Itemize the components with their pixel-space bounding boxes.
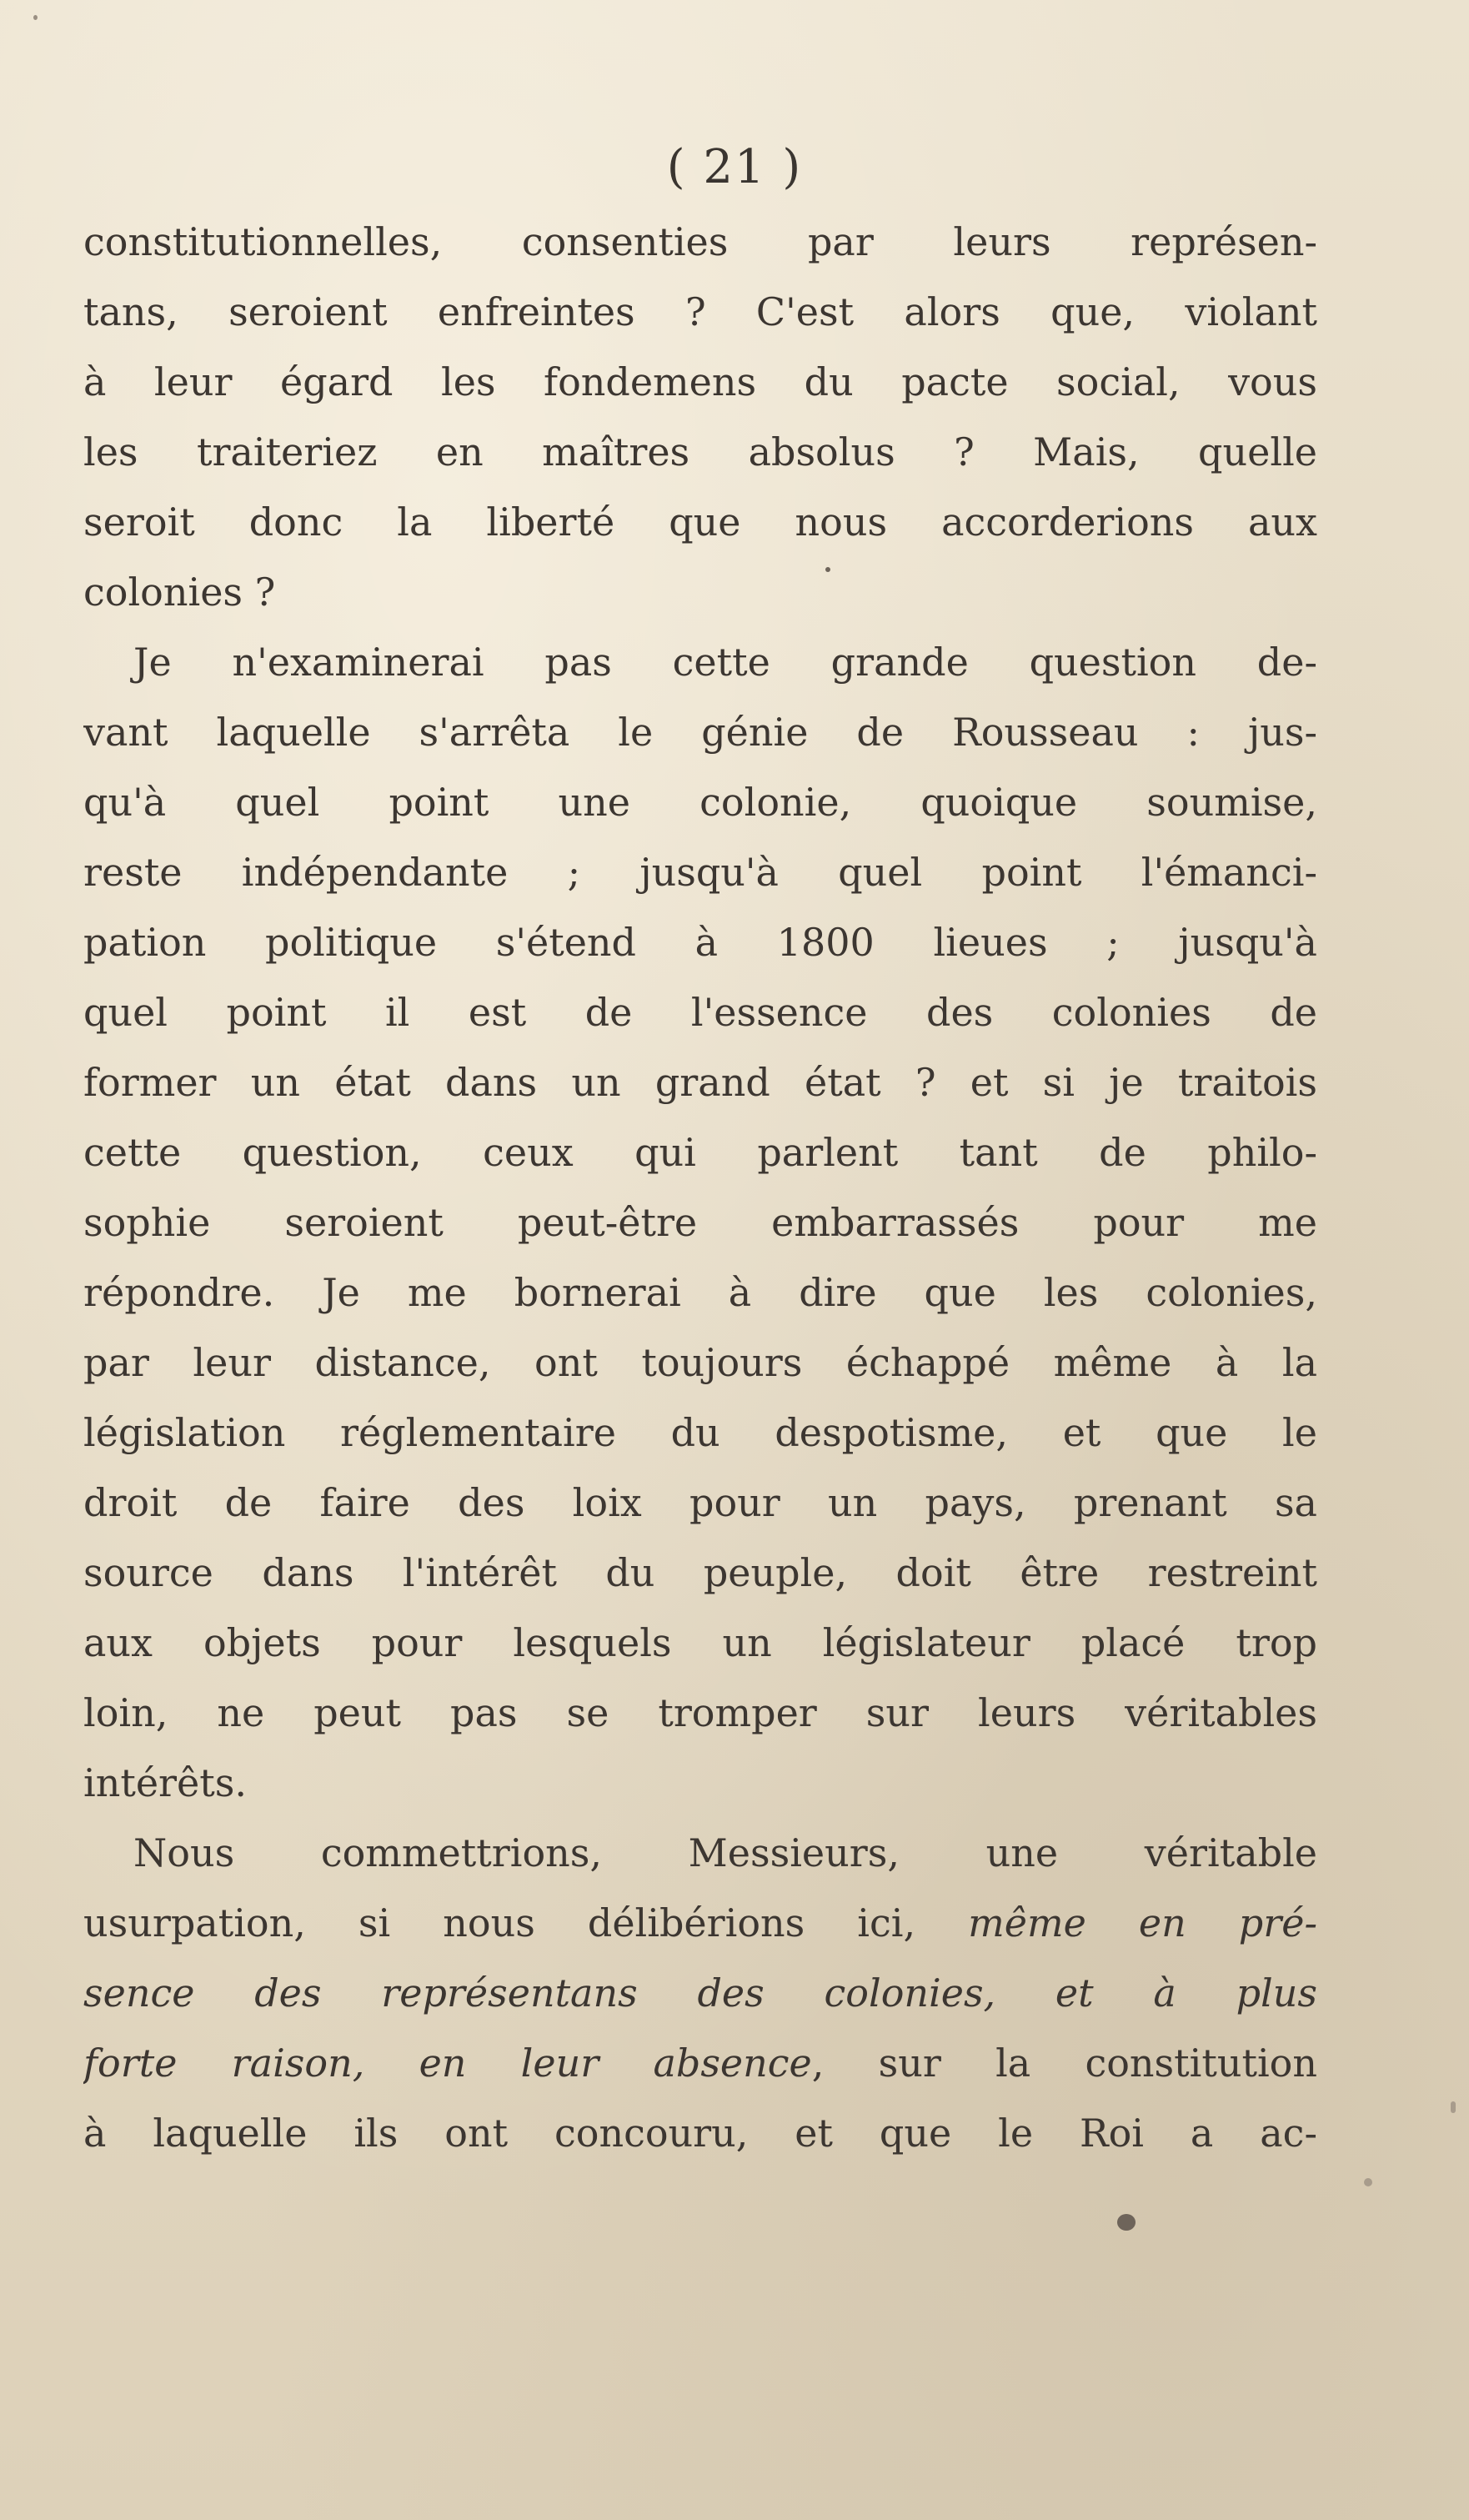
text-line: droit de faire des loix pour un pays, prenant sa: [83, 1480, 1317, 1525]
paper-speck: [825, 567, 830, 572]
text-line: [83, 1888, 1317, 1958]
text-line: aux objets pour lesquels un législateur placé trop: [83, 1620, 1317, 1665]
text-line: vant laquelle s'arrêta le génie de Rousseau : jus-: [83, 710, 1317, 755]
text-line: constitutionnelles, consenties par leurs représen-: [83, 219, 1317, 264]
paragraph-2: [83, 627, 1317, 1818]
text-line: à laquelle ils ont concouru, et que le Roi a ac-: [83, 2111, 1317, 2156]
text-line: sophie seroient peut-être embarrassés pour me: [83, 1200, 1317, 1245]
text-line: tans, seroient enfreintes ? C'est alors que, violant: [83, 289, 1317, 334]
text-line: quel point il est de l'essence des colonies de: [83, 990, 1317, 1035]
text-line: législation réglementaire du despotisme, et que le: [83, 1410, 1317, 1455]
text-line: pation politique s'étend à 1800 lieues ; jusqu'à: [83, 920, 1317, 965]
paragraph-1: [83, 207, 1317, 627]
text-line: cette question, ceux qui parlent tant de philo-: [83, 1130, 1317, 1175]
text-line: les traiteriez en maîtres absolus ? Mais, quelle: [83, 429, 1317, 474]
text-line: former un état dans un grand état ? et si je traitois: [83, 1060, 1317, 1105]
text-line: qu'à quel point une colonie, quoique soumise,: [83, 780, 1317, 825]
text-segment: , sur la constitution: [811, 2041, 1317, 2086]
body-text: [83, 207, 1317, 2168]
paper-speck: [33, 15, 38, 20]
text-line: par leur distance, ont toujours échappé même à la: [83, 1340, 1317, 1385]
text-segment: usurpation, si nous délibérions ici,: [83, 1900, 969, 1945]
text-line: [83, 2028, 1317, 2098]
text-line: intérêts.: [83, 1760, 247, 1805]
italic-text: forte raison, en leur absence: [83, 2041, 812, 2086]
italic-text: même en pré-: [968, 1900, 1317, 1945]
text-line: source dans l'intérêt du peuple, doit être restreint: [83, 1550, 1317, 1595]
paper-speck: [1117, 2214, 1136, 2231]
paper-speck: [1364, 2178, 1372, 2186]
text-line: seroit donc la liberté que nous accorderions aux: [83, 499, 1317, 545]
text-line: reste indépendante ; jusqu'à quel point l'émanci-: [83, 850, 1317, 895]
paper-speck: [1451, 2101, 1456, 2113]
text-line: Nous commettrions, Messieurs, une véritable: [133, 1830, 1317, 1875]
text-line: loin, ne peut pas se tromper sur leurs véritables: [83, 1690, 1317, 1735]
text-line: colonies ?: [83, 570, 276, 615]
page-number: ( 21 ): [666, 140, 803, 194]
italic-text-line: sence des représentans des colonies, et à plus: [83, 1970, 1317, 2015]
text-line: Je n'examinerai pas cette grande question de-: [133, 640, 1317, 685]
text-line: répondre. Je me bornerai à dire que les colonies,: [83, 1270, 1317, 1315]
text-line: à leur égard les fondemens du pacte social, vous: [83, 359, 1317, 404]
paragraph-3: [83, 1818, 1317, 2168]
